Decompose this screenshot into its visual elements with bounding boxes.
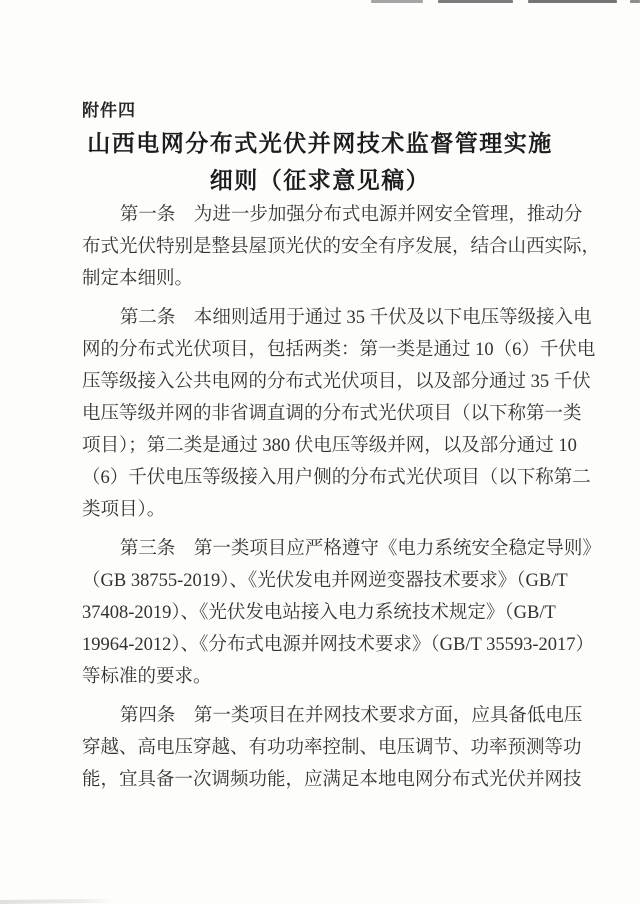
body-line: 第四条 第一类项目在并网技术要求方面，应具备低电压 [119,706,583,726]
paragraph-article-1 [82,199,601,295]
document-body [82,199,601,796]
body-line: 第三条 第一类项目应严格遵守《电力系统安全稳定导则》 [119,539,601,559]
paragraph-article-3 [82,533,601,693]
body-line: 制定本细则。 [82,269,194,289]
body-line: 网的分布式光伏项目，包括两类：第一类是通过 10（6）千伏电 [82,340,596,360]
body-line: 项目）；第二类是通过 380 伏电压等级并网，以及部分通过 10 [82,436,577,456]
body-line: （6）千伏电压等级接入用户侧的分布式光伏项目（以下称第二 [82,468,591,488]
scan-artifact-bottom-mark [0,899,115,904]
paragraph-article-4 [82,700,583,796]
attachment-label: 附件四 [82,101,136,120]
body-line: 穿越、高电压穿越、有功功率控制、电压调节、功率预测等功 [82,738,582,758]
body-line: 电压等级并网的非省调直调的分布式光伏项目（以下称第一类 [82,404,582,424]
scan-artifact-top-line [528,0,617,3]
scan-artifact-top-line [371,0,423,3]
body-line: 压等级接入公共电网的分布式光伏项目，以及部分通过 35 千伏 [82,372,591,392]
scan-artifact-top-line [630,0,640,3]
paragraph-article-2 [82,302,596,526]
body-line: 布式光伏特别是整县屋顶光伏的安全有序发展，结合山西实际， [82,237,601,257]
document-title [50,125,590,199]
scan-artifact-top-line [438,0,513,3]
body-line: 37408-2019）、《光伏发电站接入电力系统技术规定》（GB/T [82,603,556,623]
title-line-1: 山西电网分布式光伏并网技术监督管理实施 [87,131,553,156]
body-line: （GB 38755-2019）、《光伏发电并网逆变器技术要求》（GB/T [82,571,568,591]
body-line: 第二条 本细则适用于通过 35 千伏及以下电压等级接入电 [119,308,592,328]
body-line: 第一条 为进一步加强分布式电源并网安全管理，推动分 [119,205,583,225]
body-line: 19964-2012）、《分布式电源并网技术要求》（GB/T 35593-2017） [82,635,595,655]
body-line: 能，宜具备一次调频功能，应满足本地电网分布式光伏并网技 [82,770,582,790]
title-line-2: 细则（征求意见稿） [209,168,431,193]
body-line: 等标准的要求。 [82,667,212,687]
body-line: 类项目）。 [82,500,166,520]
